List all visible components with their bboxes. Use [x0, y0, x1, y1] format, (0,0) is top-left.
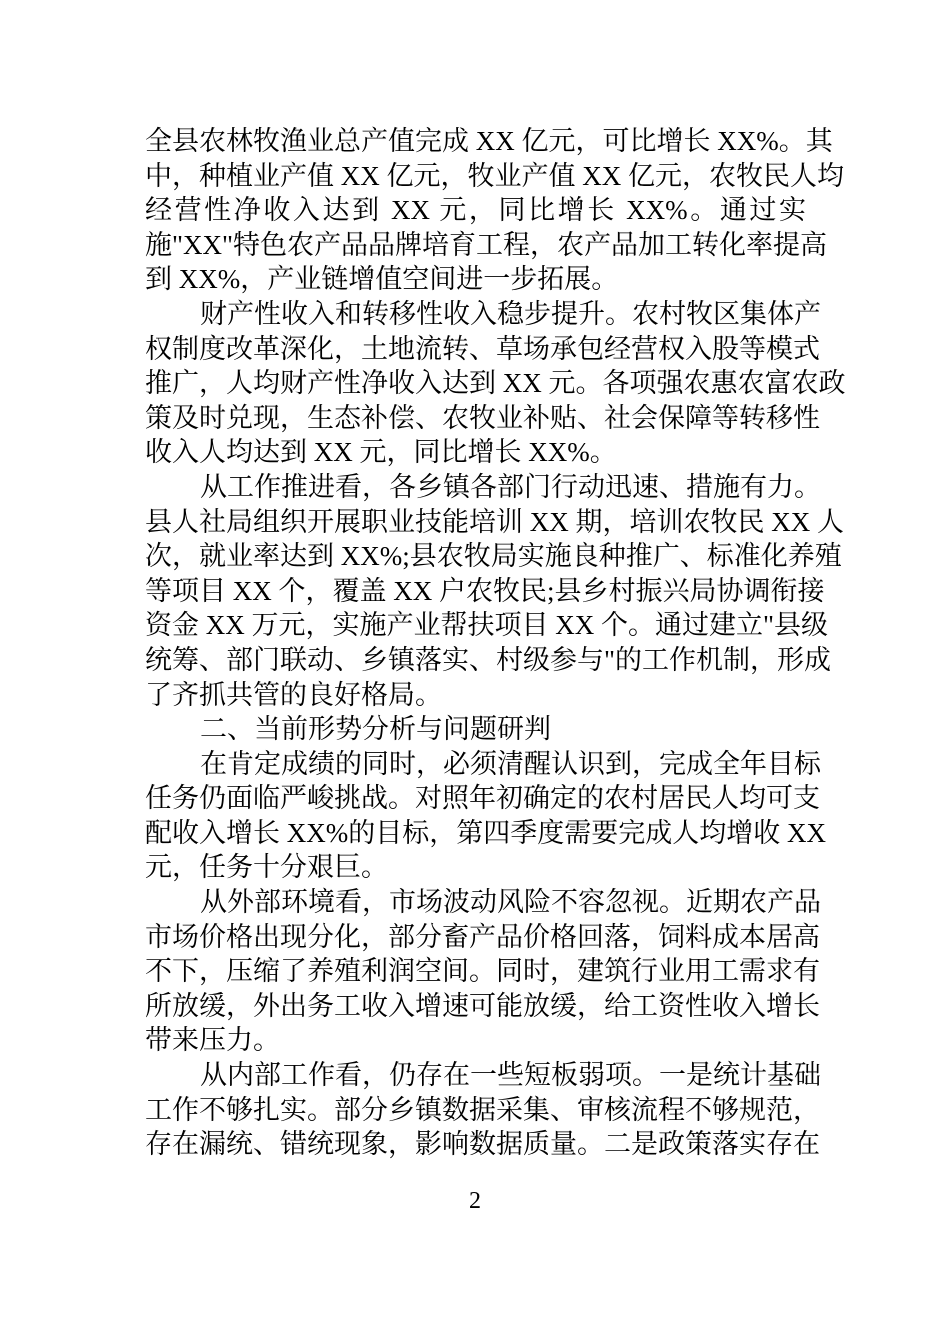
- text-line: 次，就业率达到 XX%;县农牧局实施良种推广、标准化养殖: [145, 541, 842, 572]
- text-line: 从内部工作看，仍存在一些短板弱项。一是统计基础: [200, 1060, 821, 1091]
- text-line: 市场价格出现分化，部分畜产品价格回落，饲料成本居高: [145, 921, 820, 952]
- text-line: 二、当前形势分析与问题研判: [200, 714, 551, 745]
- text-line: 推广，人均财产性净收入达到 XX 元。各项强农惠农富农政: [145, 368, 846, 399]
- text-line: 元，任务十分艰巨。: [145, 852, 388, 883]
- text-line: 权制度改革深化，土地流转、草场承包经营权入股等模式: [145, 333, 820, 364]
- text-line: 在肯定成绩的同时，必须清醒认识到，完成全年目标: [200, 748, 821, 779]
- text-line: 了齐抓共管的良好格局。: [145, 679, 442, 710]
- paragraph: [145, 712, 806, 747]
- text-line: 从外部环境看，市场波动风险不容忽视。近期农产品: [200, 887, 821, 918]
- text-line: 财产性收入和转移性收入稳步提升。农村牧区集体产: [200, 298, 821, 329]
- text-line: 存在漏统、错统现象，影响数据质量。二是政策落实存在: [145, 1129, 820, 1160]
- document-body: [145, 124, 846, 1162]
- text-line: 从工作推进看，各乡镇各部门行动迅速、措施有力。: [200, 471, 821, 502]
- text-line: 工作不够扎实。部分乡镇数据采集、审核流程不够规范，: [145, 1094, 820, 1125]
- text-line: 所放缓，外出务工收入增速可能放缓，给工资性收入增长: [145, 990, 820, 1021]
- paragraph: [145, 124, 844, 297]
- paragraph: [145, 470, 844, 712]
- paragraph: [145, 297, 846, 470]
- page-number: 2: [469, 1188, 481, 1214]
- text-line: 经营性净收入达到 XX 元，同比增长 XX%。通过实: [145, 195, 806, 226]
- text-line: 等项目 XX 个，覆盖 XX 户农牧民;县乡村振兴局协调衔接: [145, 575, 825, 606]
- paragraph: [145, 747, 826, 885]
- text-line: 到 XX%，产业链增值空间进一步拓展。: [145, 264, 619, 295]
- text-line: 县人社局组织开展职业技能培训 XX 期，培训农牧民 XX 人: [145, 506, 844, 537]
- text-line: 全县农林牧渔业总产值完成 XX 亿元，可比增长 XX%。其: [145, 126, 833, 156]
- text-line: 任务仍面临严峻挑战。对照年初确定的农村居民人均可支: [145, 783, 820, 814]
- text-line: 资金 XX 万元，实施产业帮扶项目 XX 个。通过建立"县级: [145, 610, 829, 641]
- text-line: 施"XX"特色农产品品牌培育工程，农产品加工转化率提高: [145, 229, 828, 260]
- text-line: 配收入增长 XX%的目标，第四季度需要完成人均增收 XX: [145, 817, 826, 848]
- text-line: 中，种植业产值 XX 亿元，牧业产值 XX 亿元，农牧民人均: [145, 160, 844, 191]
- text-line: 统筹、部门联动、乡镇落实、村级参与"的工作机制，形成: [145, 644, 832, 675]
- paragraph: [145, 1058, 821, 1162]
- text-line: 收入人均达到 XX 元，同比增长 XX%。: [145, 437, 617, 468]
- paragraph: [145, 885, 821, 1058]
- text-line: 带来压力。: [145, 1025, 280, 1056]
- text-line: 不下，压缩了养殖利润空间。同时，建筑行业用工需求有: [145, 956, 820, 987]
- text-line: 策及时兑现，生态补偿、农牧业补贴、社会保障等转移性: [145, 402, 820, 433]
